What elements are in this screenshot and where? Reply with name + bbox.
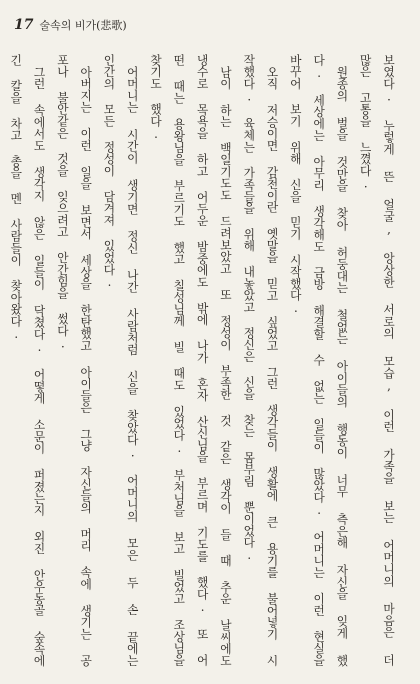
paragraph: 어머니는 시간이 생기면 정신 나간 사람처럼 신을 찾았다. 어머니의 모은 두 손 끝에는 인간의 모든 정성이 담겨져 있었다. — [102, 54, 140, 666]
paragraph: 보였다. 누렇게 뜬 얼굴, 앙상한 서로의 모습, 이런 가족을 보는 어머니의 마음은 더 많은 고통을 느꼈다. — [358, 54, 396, 666]
paragraph: 아버지는 이런 일을 보면서 세상을 한탄했고 아이들은 그냥 자신들의 머리 속에 생기는 공포나 불안같은 것을 잊으려고 안간힘을 썼다. — [55, 54, 94, 666]
paragraph: 원종의 벌을 것만을 찾아 허둥대는 철없는 아이들의 행동이 너무 측은해 자신을 잊게 했다. 세상에는 아무리 생각해도 금방 해결할 수 없는 일들이 많았다. 어머니는 이런 현실을 바꾸어 보기 위해 신을 믿기 시작했다. — [288, 54, 350, 666]
paragraph — [0, 54, 4, 666]
running-title: 술속의 비가(悲歌) — [39, 18, 127, 32]
paragraph: 오직 저승이면 감천이란 옛말을 믿고 싶었고 그런 생각들이 생활에 큰 용기를 불어넣기 시작했다. 육체는 가족들을 위해 내놓았고 정신은 신을 찾는 몸부림 뿐이었다. — [242, 54, 280, 666]
page-header — [14, 14, 406, 36]
paragraph: 남이 하는 백일기도도 드려보았고 또 정성이 부족한 것 같은 생각이 들 때 추운 날씨에도 냉수로 목욕을 하고 어두운 밤중에도 밖에 나가 혼자 산신님을 부르며 기도를 했다. 또 어떤 때는 용왕님을 부르기도 했고 칠성님께 빌 때도 있었다. 부처님을 보고 빌었고 조상님을 찾기도 했다. — [149, 54, 233, 666]
page-number: 17 — [14, 17, 34, 33]
vertical-text-body — [9, 54, 400, 666]
paragraph: 그런 속에서도 생각지 않은 일들이 닥쳤다. 어떻게 소문이 퍼졌는지 외진 안우동골 숲속에 긴 칼을 차고 총을 멘 사람들이 찾아왔다. — [9, 54, 47, 666]
